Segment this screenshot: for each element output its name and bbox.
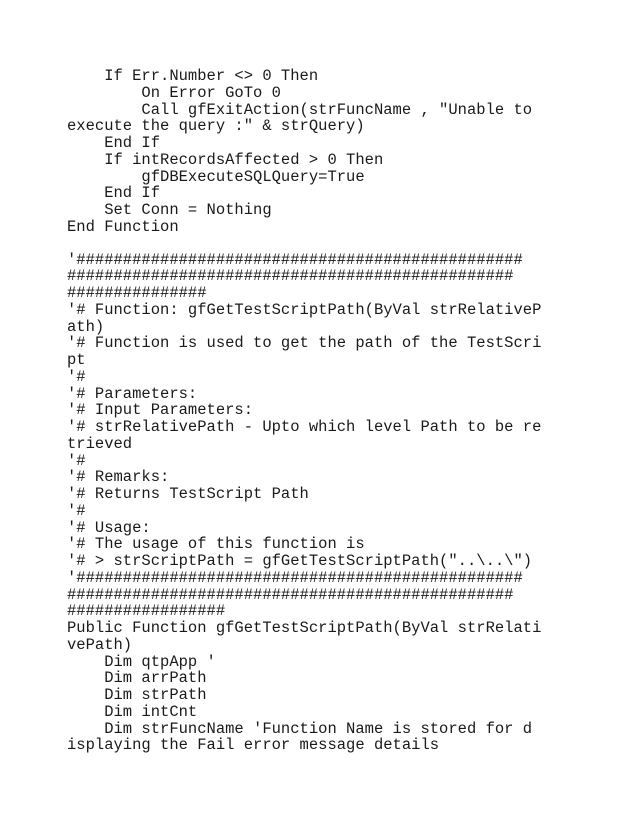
code-line: Public Function gfGetTestScriptPath(ByVal strRelati — [67, 619, 542, 637]
code-line: '# > strScriptPath = gfGetTestScriptPath("..\..\") — [67, 552, 533, 570]
code-line: vePath) — [67, 635, 133, 654]
code-line: gfDBExecuteSQLQuery=True — [67, 167, 365, 186]
code-line: Dim qtpApp ' — [67, 652, 216, 671]
code-line: '# Function is used to get the path of the TestScri — [67, 334, 542, 353]
blank-line — [67, 236, 541, 252]
code-line: '# — [67, 501, 86, 520]
code-line: '# The usage of this function is — [67, 535, 365, 554]
code-line: '# Parameters: — [67, 384, 198, 403]
code-line: execute the query :" & strQuery) — [67, 117, 365, 136]
code-line: '# Input Parameters: — [67, 401, 254, 420]
code-line: Dim strPath — [67, 686, 207, 704]
code-line: trieved — [67, 434, 133, 453]
code-line: ################# — [67, 602, 226, 621]
code-line: '# Returns TestScript Path — [67, 485, 309, 503]
code-line: End If — [67, 184, 161, 203]
code-line: Call gfExitAction(strFuncName , "Unable to — [67, 100, 533, 119]
code-listing — [67, 68, 541, 754]
code-line: '# Function: gfGetTestScriptPath(ByVal strRelativeP — [67, 300, 542, 319]
code-line: ################################################ — [67, 585, 514, 604]
code-line: '# — [67, 367, 86, 386]
code-line: ############### — [67, 284, 207, 302]
code-line: '################################################ — [67, 568, 523, 587]
code-line: isplaying the Fail error message details — [67, 736, 440, 755]
code-line: If Err.Number <> 0 Then — [67, 67, 319, 85]
code-line: Set Conn = Nothing — [67, 201, 272, 219]
code-line: '# strRelativePath - Upto which level Path to be re — [67, 418, 542, 436]
code-line: On Error GoTo 0 — [67, 83, 281, 102]
code-line: If intRecordsAffected > 0 Then — [67, 150, 384, 169]
code-line: pt — [67, 351, 86, 369]
code-line: '# Remarks: — [67, 468, 170, 487]
code-line: ################################################ — [67, 267, 514, 286]
code-line: '# Usage: — [67, 518, 151, 537]
code-line: Dim strFuncName 'Function Name is stored for d — [67, 719, 533, 738]
code-line: '# — [67, 451, 86, 470]
code-line: Dim arrPath — [67, 669, 207, 688]
code-block-function-header — [67, 252, 541, 755]
code-line: Dim intCnt — [67, 702, 198, 721]
code-line: End If — [67, 134, 161, 152]
code-line: ath) — [67, 317, 105, 336]
code-line: '################################################ — [67, 250, 523, 269]
code-line: End Function — [67, 217, 179, 236]
code-block-error-handling — [67, 68, 541, 236]
